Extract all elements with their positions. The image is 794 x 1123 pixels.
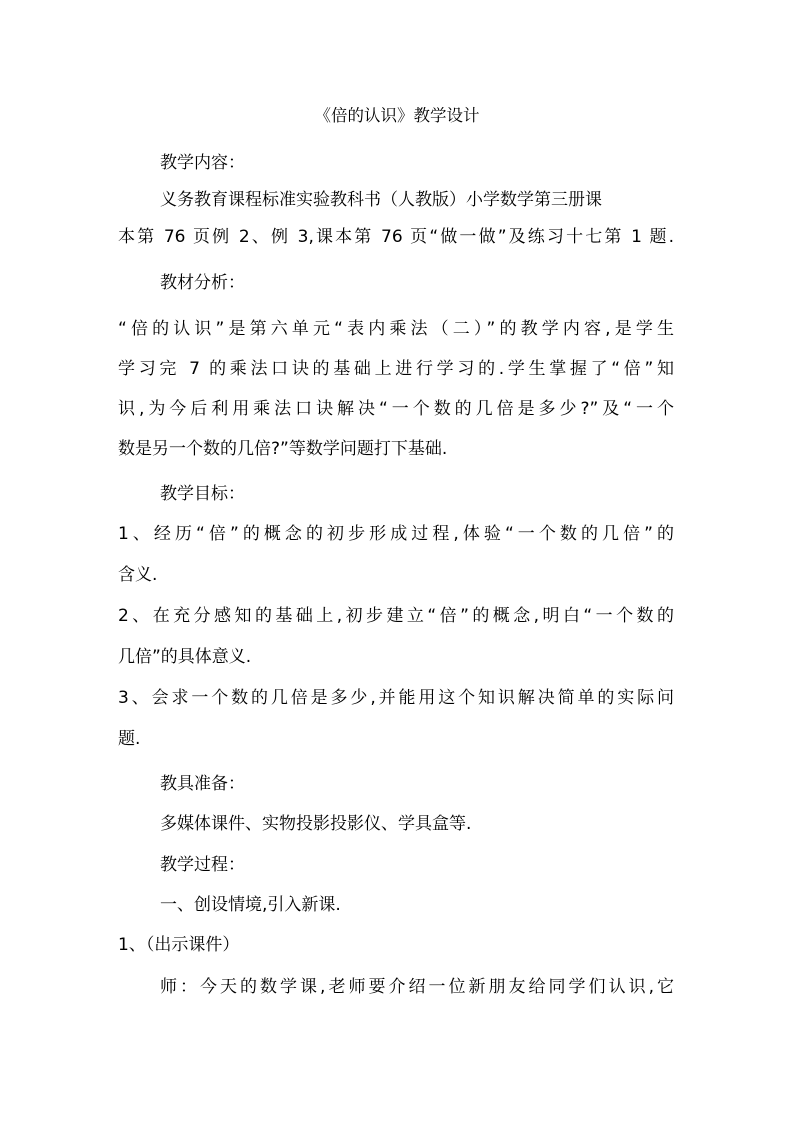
analysis-line-2: 学习完 7 的乘法口诀的基础上进行学习的.学生掌握了“倍”知: [118, 359, 674, 379]
goal-2-line-2: 几倍”的具体意义.: [118, 647, 252, 667]
goals-heading: 教学目标：: [160, 484, 245, 504]
tools-line: 多媒体课件、实物投影投影仪、学具盒等.: [160, 814, 472, 834]
content-line-2: 本第 76 页例 2、例 3,课本第 76 页“做一做”及练习十七第 1 题.: [118, 227, 674, 247]
process-heading: 教学过程：: [160, 855, 245, 875]
goal-2-line-1: 2、在充分感知的基础上,初步建立“倍”的概念,明白“一个数的: [118, 606, 674, 626]
analysis-line-1: “倍的认识”是第六单元“表内乘法（二）”的教学内容,是学生: [118, 319, 674, 339]
process-item-1: 1、（出示课件）: [118, 935, 240, 955]
process-step-1: 一、创设情境,引入新课.: [160, 895, 341, 915]
goal-1-line-1: 1、经历“倍”的概念的初步形成过程,体验“一个数的几倍”的: [118, 524, 674, 544]
analysis-line-4: 数是另一个数的几倍?”等数学问题打下基础.: [118, 439, 448, 459]
goal-3-line-2: 题.: [118, 729, 141, 749]
analysis-line-3: 识,为今后利用乘法口诀解决“一个数的几倍是多少?”及“一个: [118, 399, 674, 419]
teacher-line: 师：今天的数学课,老师要介绍一位新朋友给同学们认识,它: [160, 977, 674, 997]
goal-1-line-2: 含义.: [118, 565, 158, 585]
goal-3-line-1: 3、会求一个数的几倍是多少,并能用这个知识解决简单的实际问: [118, 688, 674, 708]
analysis-heading: 教材分析：: [160, 273, 245, 293]
document-title: 《倍的认识》教学设计: [314, 106, 480, 125]
tools-heading: 教具准备：: [160, 774, 245, 794]
content-heading: 教学内容：: [160, 153, 245, 173]
content-line-1: 义务教育课程标准实验教科书（人教版）小学数学第三册课: [160, 190, 602, 210]
